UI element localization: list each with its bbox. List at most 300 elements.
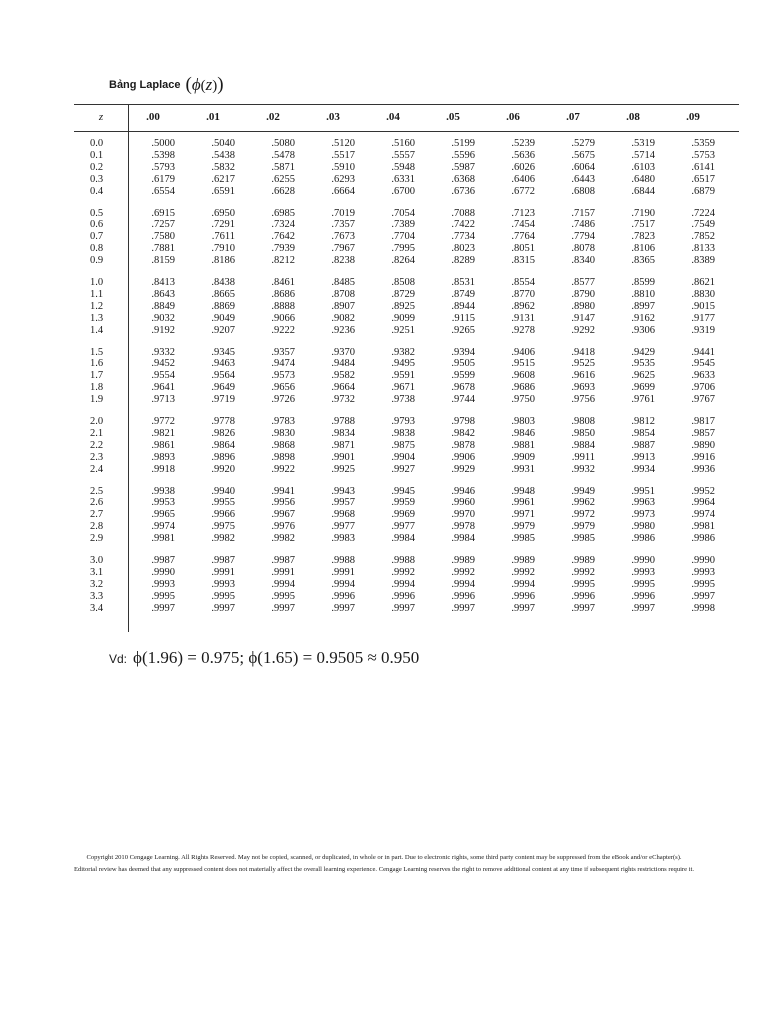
table-cell: .8485 [331, 277, 355, 288]
table-cell: .9913 [631, 451, 655, 463]
table-cell: .7967 [331, 243, 355, 255]
table-cell: .9525 [571, 358, 595, 370]
table-cell: .9995 [631, 578, 655, 590]
table-cell: .5910 [331, 161, 355, 173]
table-cell: .9988 [331, 555, 355, 566]
table-cell: .9949 [571, 485, 595, 497]
table-cell: .9793 [391, 416, 415, 427]
table-cell: .9997 [211, 602, 235, 614]
table-cell: .9995 [691, 578, 715, 590]
title-formula: (ϕ(z)) [185, 74, 224, 95]
z-value: 2.5 [90, 485, 104, 497]
table-cell: .9854 [631, 427, 655, 439]
table-cell: .9871 [331, 439, 355, 451]
table-cell: .8051 [511, 243, 535, 255]
table-cell: .6915 [151, 207, 175, 219]
table-cell: .9821 [151, 427, 175, 439]
table-cell: .9984 [391, 533, 415, 545]
z-value: 1.7 [90, 370, 104, 382]
table-cell: .9441 [691, 346, 715, 358]
table-cell: .5517 [331, 149, 355, 161]
table-cell: .9370 [331, 346, 355, 358]
table-cell: .9975 [211, 521, 235, 533]
table-cell: .7224 [691, 207, 715, 219]
table-cell: .9265 [451, 324, 475, 336]
table-cell: .6772 [511, 185, 535, 197]
table-cell: .9732 [331, 394, 355, 406]
table-cell: .7881 [151, 243, 175, 255]
table-cell: .5160 [391, 138, 415, 149]
table-cell: .9345 [211, 346, 235, 358]
table-cell: .8599 [631, 277, 655, 288]
table-cell: .5359 [691, 138, 715, 149]
table-cell: .7123 [511, 207, 535, 219]
table-cell: .9864 [211, 439, 235, 451]
z-value: 3.4 [90, 602, 104, 614]
table-cell: .9997 [151, 602, 175, 614]
table-cell: .6331 [391, 173, 415, 185]
table-cell: .9969 [391, 509, 415, 521]
table-cell: .9484 [331, 358, 355, 370]
table-cell: .9961 [511, 497, 535, 509]
table-cell: .6179 [151, 173, 175, 185]
table-cell: .5319 [631, 138, 655, 149]
z-value: 1.5 [90, 346, 104, 358]
table-cell: .9995 [151, 590, 175, 602]
table-cell: .7823 [631, 231, 655, 243]
table-cell: .7324 [271, 219, 295, 231]
table-cell: .5871 [271, 161, 295, 173]
table-cell: .8365 [631, 255, 655, 267]
column-header: .01 [206, 111, 220, 123]
table-cell: .9936 [691, 463, 715, 475]
table-cell: .6480 [631, 173, 655, 185]
table-cell: .9971 [511, 509, 535, 521]
column-header: .03 [326, 111, 340, 123]
table-cell: .9147 [571, 312, 595, 324]
table-cell: .5636 [511, 149, 535, 161]
table-cell: .7157 [571, 207, 595, 219]
table-cell: .9996 [331, 590, 355, 602]
z-value: 1.4 [90, 324, 104, 336]
table-cell: .9953 [151, 497, 175, 509]
table-cell: .8665 [211, 288, 235, 300]
table-cell: .8621 [691, 277, 715, 288]
table-cell: .7019 [331, 207, 355, 219]
table-cell: .7910 [211, 243, 235, 255]
page-title [109, 72, 224, 98]
table-cell: .6554 [151, 185, 175, 197]
table-cell: .7486 [571, 219, 595, 231]
table-cell: .9641 [151, 382, 175, 394]
table-cell: .9573 [271, 370, 295, 382]
table-cell: .6217 [211, 173, 235, 185]
table-cell: .9996 [631, 590, 655, 602]
table-cell: .9951 [631, 485, 655, 497]
z-value: 0.1 [90, 149, 104, 161]
table-cell: .9970 [451, 509, 475, 521]
table-cell: .8849 [151, 300, 175, 312]
table-cell: .6700 [391, 185, 415, 197]
table-cell: .8554 [511, 277, 535, 288]
table-cell: .9222 [271, 324, 295, 336]
table-cell: .9726 [271, 394, 295, 406]
table-cell: .9925 [331, 463, 355, 475]
table-cell: .9981 [691, 521, 715, 533]
table-cell: .8186 [211, 255, 235, 267]
z-value: 1.1 [90, 288, 104, 300]
table-cell: .9977 [331, 521, 355, 533]
table-cell: .9788 [331, 416, 355, 427]
table-cell: .9959 [391, 497, 415, 509]
table-cell: .8980 [571, 300, 595, 312]
table-cell: .9429 [631, 346, 655, 358]
table-cell: .9973 [631, 509, 655, 521]
table-cell: .9966 [211, 509, 235, 521]
table-cell: .6103 [631, 161, 655, 173]
table-cell: .9996 [511, 590, 535, 602]
table-cell: .9995 [211, 590, 235, 602]
table-cell: .9986 [691, 533, 715, 545]
table-cell: .9761 [631, 394, 655, 406]
table-cell: .9992 [511, 566, 535, 578]
table-cell: .9842 [451, 427, 475, 439]
table-cell: .7549 [691, 219, 715, 231]
table-cell: .6255 [271, 173, 295, 185]
table-cell: .9996 [391, 590, 415, 602]
table-cell: .9686 [511, 382, 535, 394]
table-cell: .5596 [451, 149, 475, 161]
table-cell: .9967 [271, 509, 295, 521]
table-cell: .9896 [211, 451, 235, 463]
table-cell: .6808 [571, 185, 595, 197]
table-cell: .9929 [451, 463, 475, 475]
z-value: 1.9 [90, 394, 104, 406]
table-cell: .9994 [271, 578, 295, 590]
table-cell: .8023 [451, 243, 475, 255]
table-cell: .9934 [631, 463, 655, 475]
table-cell: .9952 [691, 485, 715, 497]
z-value: 0.7 [90, 231, 104, 243]
table-cell: .9984 [451, 533, 475, 545]
table-cell: .9767 [691, 394, 715, 406]
z-value: 1.8 [90, 382, 104, 394]
title-formula-symbol: ϕ [191, 75, 201, 94]
table-cell: .9996 [451, 590, 475, 602]
table-cell: .9826 [211, 427, 235, 439]
table-cell: .9976 [271, 521, 295, 533]
table-cell: .9990 [151, 566, 175, 578]
table-cell: .8289 [451, 255, 475, 267]
table-cell: .9744 [451, 394, 475, 406]
table-cell: .9904 [391, 451, 415, 463]
table-cell: .9987 [151, 555, 175, 566]
table-cell: .9803 [511, 416, 535, 427]
table-cell: .9997 [271, 602, 295, 614]
table-cell: .9474 [271, 358, 295, 370]
table-cell: .7422 [451, 219, 475, 231]
table-cell: .9946 [451, 485, 475, 497]
table-cell: .8643 [151, 288, 175, 300]
table-cell: .9985 [511, 533, 535, 545]
table-cell: .9162 [631, 312, 655, 324]
table-cell: .9987 [271, 555, 295, 566]
table-cell: .8438 [211, 277, 235, 288]
table-cell: .8531 [451, 277, 475, 288]
table-cell: .7611 [211, 231, 235, 243]
table-cell: .9918 [151, 463, 175, 475]
table-cell: .9515 [511, 358, 535, 370]
table-cell: .9989 [571, 555, 595, 566]
column-header: .06 [506, 111, 520, 123]
z-value: 1.0 [90, 277, 104, 288]
table-cell: .9706 [691, 382, 715, 394]
table-cell: .9979 [571, 521, 595, 533]
table-cell: .5279 [571, 138, 595, 149]
column-header: .08 [626, 111, 640, 123]
table-cell: .8810 [631, 288, 655, 300]
table-cell: .7939 [271, 243, 295, 255]
table-cell: .9945 [391, 485, 415, 497]
table-cell: .5987 [451, 161, 475, 173]
table-cell: .9131 [511, 312, 535, 324]
table-cell: .9972 [571, 509, 595, 521]
table-cell: .8708 [331, 288, 355, 300]
table-cell: .9032 [151, 312, 175, 324]
z-value: 2.9 [90, 533, 104, 545]
table-cell: .9989 [511, 555, 535, 566]
table-cell: .9997 [391, 602, 415, 614]
table-cell: .9115 [451, 312, 475, 324]
table-cell: .9236 [331, 324, 355, 336]
table-cell: .9932 [571, 463, 595, 475]
column-header: .02 [266, 111, 280, 123]
table-cell: .9850 [571, 427, 595, 439]
table-cell: .9463 [211, 358, 235, 370]
table-cell: .7995 [391, 243, 415, 255]
table-cell: .9319 [691, 324, 715, 336]
table-cell: .6141 [691, 161, 715, 173]
table-cell: .8729 [391, 288, 415, 300]
table-cell: .6879 [691, 185, 715, 197]
table-cell: .8686 [271, 288, 295, 300]
table-cell: .6985 [271, 207, 295, 219]
table-cell: .9699 [631, 382, 655, 394]
table-cell: .9994 [451, 578, 475, 590]
z-value: 0.3 [90, 173, 104, 185]
table-cell: .8962 [511, 300, 535, 312]
table-cell: .5438 [211, 149, 235, 161]
table-cell: .8770 [511, 288, 535, 300]
table-cell: .9940 [211, 485, 235, 497]
title-formula-var: z [205, 75, 213, 94]
table-cell: .9772 [151, 416, 175, 427]
table-cell: .9678 [451, 382, 475, 394]
table-cell: .7673 [331, 231, 355, 243]
z-value: 3.2 [90, 578, 104, 590]
table-cell: .9964 [691, 497, 715, 509]
table-cell: .9357 [271, 346, 295, 358]
table-cell: .9991 [331, 566, 355, 578]
table-cell: .9875 [391, 439, 415, 451]
table-cell: .9649 [211, 382, 235, 394]
table-cell: .6844 [631, 185, 655, 197]
table-cell: .9957 [331, 497, 355, 509]
table-cell: .9941 [271, 485, 295, 497]
table-cell: .9192 [151, 324, 175, 336]
z-value: 3.1 [90, 566, 104, 578]
table-cell: .5478 [271, 149, 295, 161]
table-cell: .9997 [511, 602, 535, 614]
table-cell: .6443 [571, 173, 595, 185]
table-cell: .8749 [451, 288, 475, 300]
table-cell: .9535 [631, 358, 655, 370]
table-cell: .9664 [331, 382, 355, 394]
table-cell: .9994 [391, 578, 415, 590]
table-cell: .9979 [511, 521, 535, 533]
column-header: .07 [566, 111, 580, 123]
table-cell: .9906 [451, 451, 475, 463]
table-cell: .9808 [571, 416, 595, 427]
table-cell: .6064 [571, 161, 595, 173]
table-cell: .8925 [391, 300, 415, 312]
table-cell: .9991 [271, 566, 295, 578]
table-cell: .9995 [271, 590, 295, 602]
table-cell: .5948 [391, 161, 415, 173]
table-cell: .6517 [691, 173, 715, 185]
table-cell: .9992 [451, 566, 475, 578]
table-cell: .7190 [631, 207, 655, 219]
table-cell: .9963 [631, 497, 655, 509]
table-cell: .8159 [151, 255, 175, 267]
z-value: 2.3 [90, 451, 104, 463]
table-cell: .9599 [451, 370, 475, 382]
table-cell: .8212 [271, 255, 295, 267]
table-cell: .7642 [271, 231, 295, 243]
table-cell: .9948 [511, 485, 535, 497]
table-cell: .9996 [571, 590, 595, 602]
table-cell: .9066 [271, 312, 295, 324]
table-cell: .8389 [691, 255, 715, 267]
table-cell: .9693 [571, 382, 595, 394]
table-cell: .9838 [391, 427, 415, 439]
table-cell: .9671 [391, 382, 415, 394]
table-cell: .9993 [151, 578, 175, 590]
table-cell: .9974 [151, 521, 175, 533]
table-cell: .9911 [571, 451, 595, 463]
z-value: 0.0 [90, 138, 104, 149]
example-line [109, 648, 419, 674]
z-value: 2.6 [90, 497, 104, 509]
table-cell: .9997 [691, 590, 715, 602]
table-cell: .6406 [511, 173, 535, 185]
table-cell: .8461 [271, 277, 295, 288]
table-cell: .9893 [151, 451, 175, 463]
title-label: Bảng Laplace [109, 79, 181, 91]
table-cell: .9783 [271, 416, 295, 427]
table-cell: .7357 [331, 219, 355, 231]
table-cell: .8508 [391, 277, 415, 288]
table-cell: .6736 [451, 185, 475, 197]
table-cell: .9890 [691, 439, 715, 451]
z-value: 0.2 [90, 161, 104, 173]
table-cell: .8944 [451, 300, 475, 312]
table-cell: .5040 [211, 138, 235, 149]
table-cell: .9920 [211, 463, 235, 475]
table-cell: .5793 [151, 161, 175, 173]
table-cell: .6628 [271, 185, 295, 197]
table-cell: .9991 [211, 566, 235, 578]
table-cell: .9997 [451, 602, 475, 614]
table-cell: .5120 [331, 138, 355, 149]
table-cell: .9656 [271, 382, 295, 394]
table-cell: .9974 [691, 509, 715, 521]
table-cell: .9251 [391, 324, 415, 336]
table-cell: .9861 [151, 439, 175, 451]
table-cell: .9382 [391, 346, 415, 358]
table-cell: .8264 [391, 255, 415, 267]
copyright-line-1: Copyright 2010 Cengage Learning. All Rights Reserved. May not be copied, scanned, or duplicated, in whole or in part. Due to electronic rights, some third party content may be suppressed from the eBook and/or eChapter(s). [86, 854, 682, 861]
table-cell: .7764 [511, 231, 535, 243]
table-cell: .9955 [211, 497, 235, 509]
z-value: 2.1 [90, 427, 104, 439]
table-cell: .6591 [211, 185, 235, 197]
table-cell: .8238 [331, 255, 355, 267]
table-cell: .9633 [691, 370, 715, 382]
table-cell: .9616 [571, 370, 595, 382]
table-cell: .7517 [631, 219, 655, 231]
example-prefix: Vd: [109, 652, 128, 666]
z-value: 3.0 [90, 555, 104, 566]
table-cell: .8315 [511, 255, 535, 267]
table-cell: .9988 [391, 555, 415, 566]
table-cell: .9992 [571, 566, 595, 578]
table-cell: .9922 [271, 463, 295, 475]
table-cell: .9015 [691, 300, 715, 312]
column-header: .05 [446, 111, 460, 123]
example-formula: ϕ(1.96) = 0.975; ϕ(1.65) = 0.9505 ≈ 0.950 [133, 648, 420, 667]
table-cell: .9989 [451, 555, 475, 566]
table-cell: .7389 [391, 219, 415, 231]
table-cell: .9750 [511, 394, 535, 406]
table-cell: .8078 [571, 243, 595, 255]
z-value: 0.6 [90, 219, 104, 231]
table-cell: .9738 [391, 394, 415, 406]
z-column-header: z [98, 111, 104, 123]
table-cell: .9332 [151, 346, 175, 358]
table-header-rule [74, 131, 739, 132]
table-cell: .9554 [151, 370, 175, 382]
table-cell: .5080 [271, 138, 295, 149]
table-cell: .9992 [391, 566, 415, 578]
table-cell: .9980 [631, 521, 655, 533]
table-cell: .9582 [331, 370, 355, 382]
table-cell: .9956 [271, 497, 295, 509]
z-value: 1.6 [90, 358, 104, 370]
table-cell: .9987 [211, 555, 235, 566]
table-cell: .9995 [571, 578, 595, 590]
table-cell: .6950 [211, 207, 235, 219]
table-cell: .5832 [211, 161, 235, 173]
table-cell: .9881 [511, 439, 535, 451]
table-cell: .9564 [211, 370, 235, 382]
table-cell: .9713 [151, 394, 175, 406]
z-value: 1.2 [90, 300, 104, 312]
table-cell: .7054 [391, 207, 415, 219]
table-cell: .8340 [571, 255, 595, 267]
table-cell: .9931 [511, 463, 535, 475]
table-cell: .9278 [511, 324, 535, 336]
